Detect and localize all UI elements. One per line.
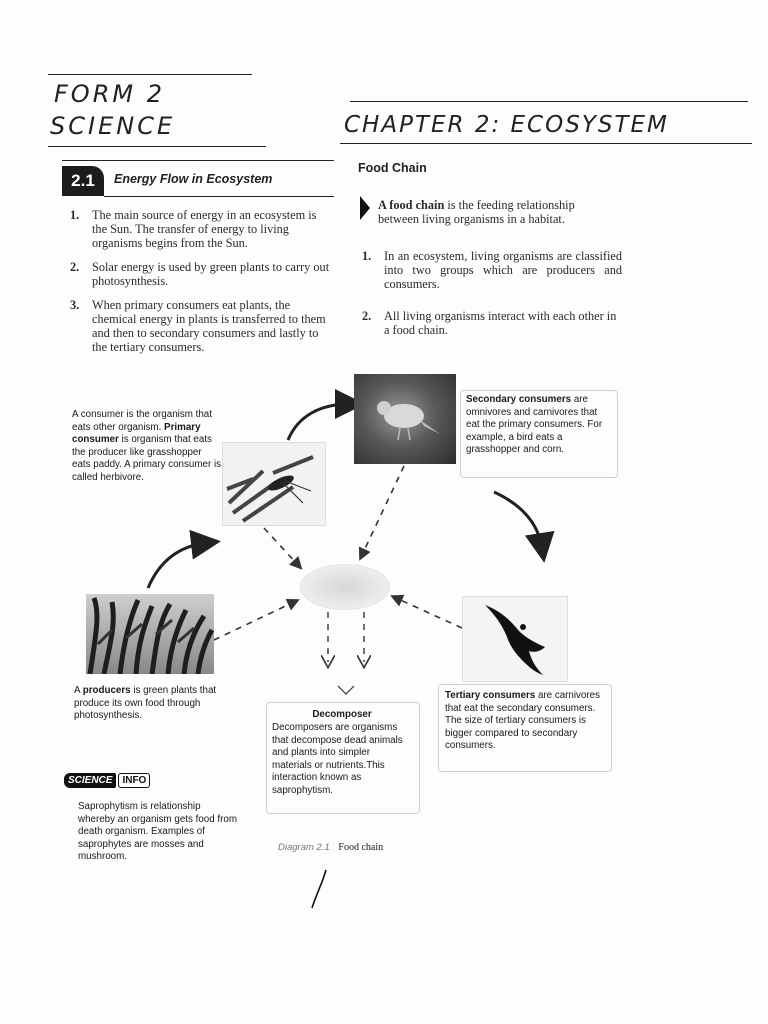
grasshopper-photo: [222, 442, 326, 526]
list-item: 1. The main source of energy in an ecosystem is the Sun. The transfer of energy to living organisms begins from the Sun.: [70, 208, 317, 250]
decomposer-image: [300, 564, 390, 610]
secondary-consumers-note: Secondary consumers are omnivores and carnivores that eat the primary consumers. For example, a bird eats a grasshopper and corn.: [466, 394, 603, 455]
eagle-icon: [463, 597, 567, 681]
list-item: 1. In an ecosystem, living organisms are classified into two groups which are producers and consumers.: [362, 249, 622, 291]
arrow-primary-to-secondary: [288, 404, 350, 440]
handwritten-science: SCIENCE: [50, 112, 176, 140]
section-number: 2.1: [71, 171, 95, 190]
food-chain-heading: Food Chain: [358, 161, 427, 175]
food-chain-definition: A food chain is the feeding relationship between living organisms in a habitat.: [378, 198, 575, 226]
consumer-note: A consumer is the organism that eats other organism. Primary consumer is organism that eats the producer like grasshopper eats paddy. A primary consumer is called herbivore.: [72, 409, 222, 483]
handwritten-chapter: CHAPTER 2: ECOSYSTEM: [344, 112, 669, 138]
decomposer-note: Decomposers are organisms that decompose dead animals and plants into simpler materials or nutrients.This interaction known as saprophytism.: [272, 722, 403, 796]
list-item: 3. When primary consumers eat plants, the chemical energy in plants is transferred to them and then to secondary consumers and lastly to the tertiary consumers.: [70, 298, 326, 354]
grasshopper-icon: [223, 443, 325, 525]
list-item: 2. All living organisms interact with each other in a food chain.: [362, 309, 617, 337]
section-title: Energy Flow in Ecosystem: [114, 172, 273, 186]
tertiary-consumers-note: Tertiary consumers are carnivores that eat the secondary consumers. The size of tertiary consumers is bigger compared to secondary consumers.: [445, 690, 601, 751]
eagle-photo: [462, 596, 568, 682]
bird-photo: [354, 374, 456, 464]
decomposer-title: Decomposer: [312, 709, 372, 720]
bird-icon: [354, 374, 456, 464]
arrow-secondary-to-tertiary: [494, 492, 542, 548]
handwritten-form: FORM 2: [54, 80, 165, 108]
list-item: 2. Solar energy is used by green plants to carry out photosynthesis.: [70, 260, 330, 288]
science-info-badge-b: INFO: [118, 773, 150, 788]
science-info-text: Saprophytism is relationship whereby an organism gets food from death organism. Examples of saprophytes are mosses and mushroom.: [78, 801, 238, 862]
plants-photo: [86, 594, 214, 674]
arrow-producer-to-primary: [148, 543, 206, 588]
producers-note: A producers is green plants that produce its own food through photosynthesis.: [74, 685, 217, 721]
diagram-caption: Diagram 2.1 Food chain: [278, 842, 384, 853]
science-info-badge: [64, 770, 150, 788]
plants-icon: [86, 594, 214, 674]
science-info-badge-a: SCIENCE: [64, 773, 116, 788]
